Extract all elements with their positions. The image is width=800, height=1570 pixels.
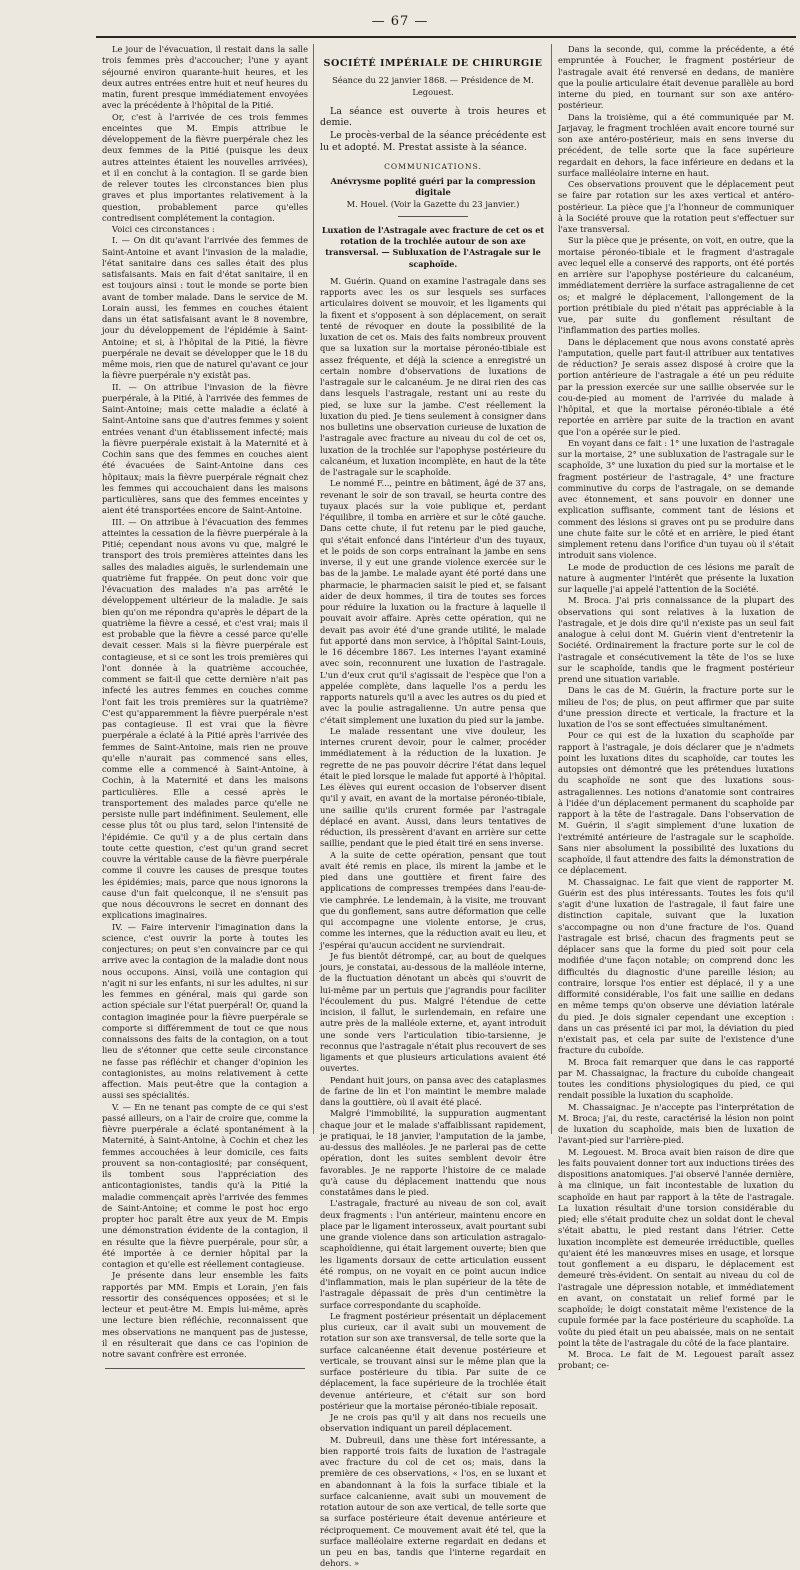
paragraph: Le mode de production de ces lésions me paraît de nature à augmenter l'intérêt que présente la luxation sur laquelle j'ai appelé l'attention de la Société. [558, 561, 794, 594]
paragraph: M. Chassaignac. Le fait que vient de rapporter M. Guérin est des plus intéressants. Toutes les fois qu'il s'agit d'une luxation de l'astragale, il faut faire une distinction capitale, suivant que la luxation s'accompagne ou non d'une fracture de l'os. Quand l'astragale est brisé, chacun des fragments peut se déplacer sans que la forme du pied soit pour cela modifiée d'une façon notable; on comprend donc les difficultés du diagnostic d'une pareille lésion; au contraire, lorsque l'os entier est déplacé, il y a une difformité considérable, l'os fait une saillie en dedans en même temps qu'on observe une déviation latérale du pied. Je dois signaler cependant une exception : dans un cas présenté ici par moi, la déviation du pied n'existait pas, et cela par suite de l'existence d'une fracture du cuboïde. [558, 876, 794, 1056]
luxation-heading: Luxation de l'Astragale avec fracture de cet os et rotation de la trochlée autour de son axe transversal. — Subluxation de l'Astragale sur le scaphoïde. [321, 224, 545, 269]
page-number: — 67 — [371, 14, 429, 29]
paragraph: Dans la seconde, qui, comme la précédente, a été empruntée à Foucher, le fragment postérieur de l'astragale avait été renversé en dedans, de manière que la poulie articulaire était devenue parallèle au bord interne du pied, en tournant sur son axe antéro-postérieur. [558, 44, 794, 111]
paragraph: En voyant dans ce fait : 1° une luxation de l'astragale sur la mortaise, 2° une subluxation de l'astragale sur le scaphoïde, 3° une luxation du pied sur la mortaise et le fragment postérieur de l'astragale, 4° une fracture comminutive du corps de l'astragale, on se demande avec étonnement, et sans pouvoir en donner une explication suffisante, comment tant de lésions et comment des lésions si graves ont pu se produire dans une chute faite sur le côté et en arrière, le pied étant simplement retenu dans l'orifice d'un tuyau où il s'était introduit sans violence. [558, 437, 794, 561]
paragraph: I. — On dit qu'avant l'arrivée des femmes de Saint-Antoine et avant l'invasion de la maladie, l'état sanitaire dans ces salles était des plus satisfaisants. Mais en fait d'état sanitaire, il en est toujours ainsi : tout le monde se porte bien avant de tomber malade. Dans le service de M. Lorain aussi, les femmes en couches étaient dans un état satisfaisant avant le 8 novembre, jour du développement de l'épidémie à Saint-Antoine; et si, à l'hôpital de la Pitié, la fièvre puerpérale ne devait se développer que le 18 du même mois, rien que de naturel qu'avant ce jour la fièvre puerpérale n'y existât pas. [102, 235, 308, 381]
divider-rule [398, 216, 468, 217]
paragraph: L'astragale, fracturé au niveau de son col, avait deux fragments : l'un antérieur, maintenu encore en place par le ligament interosseux, avait pourtant subi une grande violence dans son articulation astragalo-scaphoïdienne, qui était largement ouverte; bien que les ligaments dorsaux de cette articulation eussent été rompus, on ne voyait en ce point aucun indice d'inflammation, mais le plan supérieur de la tête de l'astragale dépassait de près d'un centimètre la surface correspondante du scaphoïde. [320, 1198, 546, 1310]
paragraph: M. Chassaignac. Je n'accepte pas l'interprétation de M. Broca; j'ai, du reste, caractérisé la lésion non point de luxation du scaphoïde, mais bien de luxation de l'avant-pied sur l'arrière-pied. [558, 1101, 794, 1146]
section-end-rule [105, 1368, 305, 1369]
paragraph: M. Legouest. M. Broca avait bien raison de dire que les faits pouvaient donner tort aux inductions tirées des dispositions anatomiques. J'ai observé l'année dernière, à ma clinique, un fait incontestable de luxation du scaphoïde en haut par rapport à la tête de l'astragale. La luxation résultait d'une torsion considérable du pied; elle s'était produite chez un soldat dont le cheval s'était abattu, le pied restant dans l'étrier. Cette luxation incomplète est demeurée irréductible, quelles qu'aient été les manœuvres mises en usage, et lorsque tout gonflement a eu disparu, le déplacement est demeuré très-évident. On sentait au niveau du col de l'astragale une dépression notable, et immédiatement en avant, on constatait un relief formé par le scaphoïde; le doigt constatait même l'existence de la cupule formée par la face postérieure du scaphoïde. La voûte du pied était un peu abaissée, mais on ne sentait point la tête de l'astragale du côté de la face plantaire. [558, 1146, 794, 1348]
paragraph: Je présente dans leur ensemble les faits rapportés par MM. Empis et Lorain, j'en fais ressortir des conséquences opposées; et si le lecteur et peut-être M. Empis lui-même, après une lecture bien réfléchie, reconnaissent que mes observations ne manquent pas de justesse, il en résulterait que dans ce cas l'opinion de notre savant confrère est erronée. [102, 1270, 308, 1359]
session-line: Séance du 22 janvier 1868. — Présidence de M. Legouest. [332, 75, 534, 97]
paragraph: Sur la pièce que je présente, on voit, en outre, que la mortaise péronéo-tibiale et le fragment d'astragale avec lequel elle a conservé des rapports, ont été portés en arrière sur l'apophyse postérieure du calcanéum, immédiatement derrière la surface astragalienne de cet os; et malgré le déplacement, l'allongement de la portion prétibiale du pied n'était pas appréciable à la vue, par suite du gonflement résultant de l'inflammation des parties molles. [558, 235, 794, 336]
paragraph: Je ne crois pas qu'il y ait dans nos recueils une observation indiquant un pareil déplacement. [320, 1412, 546, 1434]
paragraph: IV. — Faire intervenir l'imagination dans la science, c'est ouvrir la porte à toutes les conjectures; on peut s'en convaincre par ce qui arrive avec la contagion de la maladie dont nous nous occupons. Ainsi, voilà une contagion qui n'agit ni sur les enfants, ni sur les adultes, ni sur les femmes en général, mais qui garde son action spéciale sur l'état puerpéral! Or, quand la contagion imaginée pour la fièvre puerpérale se comporte si différemment de tout ce que nous connaissons des faits de la contagion, on a tout lieu de s'étonner que cette seule circonstance ne fasse pas réfléchir et changer d'opinion les contagionistes, au moins relativement à cette affection. Mais peut-être que la contagion a aussi ses spécialités. [102, 921, 308, 1101]
paragraph: Pour ce qui est de la luxation du scaphoïde par rapport à l'astragale, je dois déclarer que je n'admets point les luxations dites du scaphoïde, car toutes les autopsies ont démontré que les prétendues luxations du scaphoïde ne sont que des luxations sous-astragaliennes. Les notions d'anatomie sont contraires à l'idée d'un déplacement permanent du scaphoïde par rapport à la tête de l'astragale. Dans l'observation de M. Guérin, il s'agit simplement d'une luxation de l'extrémité antérieure de l'astragale sur le scaphoïde. Sans nier absolument la possibilité des luxations du scaphoïde, il faut attendre des faits la démonstration de ce déplacement. [558, 730, 794, 876]
column-1 [102, 44, 308, 1359]
aneurysm-heading: Anévrysme poplité guéri par la compression digitale [330, 176, 536, 198]
paragraph: Le jour de l'évacuation, il restait dans la salle trois femmes près d'accoucher; l'une y ayant séjourné environ quarante-huit heures, et les deux autres entrées entre huit et neuf heures du matin, furent presque immédiatement envoyées avec la précédente à l'hôpital de la Pitié. [102, 44, 308, 111]
paragraph: Dans le cas de M. Guérin, la fracture porte sur le milieu de l'os; de plus, on peut affirmer que par suite d'une pression directe et verticale, la fracture et la luxation de l'os se sont effectuées simultanément. [558, 685, 794, 729]
paragraph: M. Guérin. Quand on examine l'astragale dans ses rapports avec les os sur lesquels ses surfaces articulaires doivent se mouvoir, et les ligaments qui la fixent et s'opposent à son déplacement, on serait tenté de révoquer en doute la possibilité de la luxation de cet os. Mais des faits nombreux prouvent que sa luxation sur la mortaise péronéo-tibiale est assez fréquente, et déjà la science a enregistré un certain nombre d'observations de luxations de l'astragale sur le calcanéum. Je ne dirai rien des cas dans lesquels l'astragale, restant uni au reste du pied, se luxe sur la jambe. C'est réellement la luxation du pied. Je tiens seulement à consigner dans nos bulletins une observation curieuse de luxation de l'astragale avec fracture au niveau du col de cet os, luxation de la trochlée sur l'apophyse postérieure du calcanéum, et luxation incomplète, en haut de la tête de l'astragale sur le scaphoïde. [320, 275, 546, 477]
paragraph: Voici ces circonstances : [112, 224, 215, 234]
paragraph: Ces observations prouvent que le déplacement peut se faire par rotation sur les axes vertical et antéro-postérieur. La pièce que j'a l'honneur de communiquer à la Société prouve que la rotation peut s'effectuer sur l'axe transversal. [558, 179, 794, 234]
society-heading: SOCIÉTÉ IMPÉRIALE DE CHIRURGIE [323, 58, 543, 69]
paragraph: Le fragment postérieur présentait un déplacement plus curieux, car il avait subi un mouvement de rotation sur son axe transversal, de telle sorte que la surface calcanéenne était devenue postérieure et verticale, se trouvant ainsi sur le même plan que la surface postérieure du tibia. Par suite de ce déplacement, la face supérieure de la trochlée était devenue antérieure, et c'était sur son bord postérieur que la mortaise péronéo-tibiale reposait. [320, 1310, 546, 1411]
column-divider [313, 44, 314, 1134]
paragraph: M. Broca. Le fait de M. Legouest paraît assez probant; ce- [558, 1349, 794, 1371]
communications-heading: COMMUNICATIONS. [384, 161, 482, 171]
paragraph: Dans le déplacement que nous avons constaté après l'amputation, quelle part faut-il attribuer aux tentatives de réduction? Je serais assez disposé à croire que la portion antérieure de l'astragale a été un peu réduite par la pression exercée sur une saillie observée sur le cou-de-pied au moment de l'arrivée du malade à l'hôpital, et que la mortaise péronéo-tibiale a été reportée en arrière par suite de la traction en avant que l'on a opérée sur le pied. [558, 336, 794, 437]
paragraph: M. Broca. J'ai pris connaissance de la plupart des observations qui sont relatives à la luxation de l'astragale, et je dois dire qu'il n'existe pas un seul fait analogue à celui dont M. Guérin vient d'entretenir la Société. Ordinairement la fracture porte sur le col de l'astragale et consécutivement la tête de l'os se luxe sur le scaphoïde, tandis que le fragment postérieur prend une situation variable. [558, 595, 794, 684]
paragraph: III. — On attribue à l'évacuation des femmes atteintes la cessation de la fièvre puerpérale à la Pitié; cependant nous avons vu que, malgré le transport des trois premières atteintes dans les salles des maladies aiguës, le surlendemain une quatrième fut frappée. On peut donc voir que l'évacuation des malades n'a pas arrêté le développement ultérieur de la maladie. Je sais bien qu'on me répondra qu'après le départ de la quatrième la fièvre a cessé, et c'est vrai; mais il est probable que la fièvre a cessé parce qu'elle devait cesser. Mais si la fièvre puerpérale est contagieuse, et si ce sont les trois premières qui l'ont donnée à la quatrième accouchée, comment se fait-il que cette dernière n'ait pas infecté les autres femmes en couches comme l'ont fait les trois premières sur la quatrième? C'est qu'apparemment la fièvre puerpérale n'est pas contagieuse. Il est vrai que la fièvre puerpérale a éclaté à la Pitié après l'arrivée des femmes de Saint-Antoine, mais rien ne prouve qu'elle n'aurait pas commencé sans elles, comme elle a commencé à Saint-Antoine, à Cochin, à la Maternité et dans les maisons particulières. Elle a cessé après le transportement des malades parce qu'elle ne persiste nulle part indéfiniment. Seulement, elle cesse plus tôt ou plus tard, selon l'intensité de l'épidémie. Ce qu'il y a de plus certain dans toute cette question, c'est qu'un grand secret couvre la véritable cause de la fièvre puerpérale comme il couvre les causes de presque toutes les épidémies; mais, parce que nous ignorons la cause d'un fait quelconque, il ne s'ensuit pas que nous découvrons le secret en donnant des explications imaginaires. [102, 516, 308, 921]
paragraph: V. — En ne tenant pas compte de ce qui s'est passé ailleurs, on a l'air de croire que, comme la fièvre puerpérale a éclaté spontanément à la Maternité, à Saint-Antoine, à Cochin et chez les femmes accouchées à leur domicile, ces faits prouvent sa non-contagiosité; par conséquent, ils tombent sous l'appréciation des anticontagionistes, tandis qu'à la Pitié la maladie commençait après l'arrivée des femmes de Saint-Antoine; et comme le post hoc ergo propter hoc paraît être aux yeux de M. Empis une démonstration évidente de la contagion, il en résulte que la fièvre puerpérale, pour sûr, a été importée à ce dernier hôpital par la contagion et qu'elle est réellement contagieuse. [102, 1101, 308, 1269]
paragraph: Dans la troisième, qui a été communiquée par M. Jarjavay, le fragment trochléen avait encore tourné sur son axe antéro-postérieur, mais en sens inverse du précédent, de telle sorte que la face supérieure regardait en dehors, la face inférieure en dedans et la surface malléolaire interne en haut. [558, 111, 794, 178]
paragraph: M. Broca fait remarquer que dans le cas rapporté par M. Chassaignac, la fracture du cuboïde changeait toutes les conditions physiologiques du pied, ce qui rendait possible la luxation du scaphoïde. [558, 1056, 794, 1101]
paragraph: Or, c'est à l'arrivée de ces trois femmes enceintes que M. Empis attribue le développement de la fièvre puerpérale chez les deux femmes de la Pitié (puisque les deux autres atteintes étaient les nouvelles arrivées), et il en conclut à la contagion. Il se garde bien de relever toutes les circonstances bien plus graves et plus importantes relativement à la question, probablement parce qu'elles contredisent complétement la contagion. [102, 111, 308, 223]
paragraph: II. — On attribue l'invasion de la fièvre puerpérale, à la Pitié, à l'arrivée des femmes de Saint-Antoine; mais cette maladie a éclaté à Saint-Antoine sans que d'autres femmes y soient entrées venant d'un établissement infecté; mais la fièvre puerpérale existait à la Maternité et à Cochin sans que des femmes en couches aient été évacuées de Saint-Antoine dans ces hôpitaux; mais la fièvre puerpérale régnait chez les femmes qui accouchaient dans les maisons particulières, sans que des femmes enceintes y aient été transportées encore de Saint-Antoine. [102, 381, 308, 516]
paragraph: Le malade ressentant une vive douleur, les internes crurent devoir, pour le calmer, procéder immédiatement à la réduction de la luxation. Je regrette de ne pas pouvoir décrire l'état dans lequel était le pied lorsque le malade fut apporté à l'hôpital. Les élèves qui eurent occasion de l'observer disent qu'il y avait, en avant de la mortaise péronéo-tibiale, une saillie qu'ils crurent formée par l'astragale déplacé en avant. Aussi, dans leurs tentatives de réduction, ils pressèrent d'avant en arrière sur cette saillie, pendant que le pied était tiré en sens inverse. [320, 725, 546, 849]
paragraph: M. Dubreuil, dans une thèse fort intéressante, a bien rapporté trois faits de luxation de l'astragale avec fracture du col de cet os; mais, dans la première de ces observations, « l'os, en se luxant et en abandonnant à la fois la surface tibiale et la surface calcanienne, avait subi un mouvement de rotation autour de son axe vertical, de telle sorte que sa surface postérieure était devenue antérieure et réciproquement. Ce mouvement avait été tel, que la surface malléolaire externe regardait en dedans et un peu en bas, tandis que l'interne regardait en dehors. » [320, 1434, 546, 1569]
paragraph: Pendant huit jours, on pansa avec des cataplasmes de farine de lin et l'on maintint le membre malade dans la gouttière, où il avait été placé. [320, 1074, 546, 1107]
paragraph: Le procès-verbal de la séance précédente est lu et adopté. M. Prestat assiste à la séance. [320, 130, 546, 153]
header-rule [96, 36, 796, 38]
paragraph: Malgré l'immobilité, la suppuration augmentant chaque jour et le malade s'affaiblissant rapidement, je pratiquai, le 18 janvier, l'amputation de la jambe, au-dessus des malléoles. Je ne parlerai pas de cette opération, dont les suites semblent devoir être favorables. Je ne rapporte l'histoire de ce malade qu'à cause du déplacement inattendu que nous constatâmes dans le pied. [320, 1108, 546, 1197]
column-3 [558, 44, 794, 1371]
paragraph: Le nommé F..., peintre en bâtiment, âgé de 37 ans, revenant le soir de son travail, se heurta contre des tuyaux placés sur la voie publique et, perdant l'équilibre, il tomba en arrière et sur le côté gauche. Dans cette chute, il fut retenu par le pied gauche, qui s'était enfoncé dans l'intérieur d'un des tuyaux, et le poids de son corps entraînant la jambe en sens inverse, il y eut une grande violence exercée sur le bas de la jambe. Le malade ayant été porté dans une pharmacie, le pharmacien saisit le pied et, se faisant aider de deux hommes, il tira de toutes ses forces pour réduire la luxation ou la fracture à laquelle il pouvait avoir affaire. Après cette opération, qui ne devait pas avoir été d'une grande utilité, le malade fut apporté dans mon service, à l'hôpital Saint-Louis, le 16 décembre 1867. Les internes l'ayant examiné avec soin, reconnurent une luxation de l'astragale. L'un d'eux crut qu'il s'agissait de l'espèce que l'on a appelée complète, dans laquelle l'os a perdu les rapports naturels qu'il a avec les autres os du pied et avec la poulie astragalienne. Un autre pensa que c'était simplement une luxation du pied sur la jambe. [320, 478, 546, 725]
paragraph: A la suite de cette opération, pensant que tout avait été remis en place, ils mirent la jambe et le pied dans une gouttière et firent faire des applications de compresses trempées dans l'eau-de-vie camphrée. Le lendemain, à la visite, me trouvant que du gonflement, sans autre déformation que celle qui accompagne une violente entorse, je crus, comme les internes, que la réduction avait eu lieu, et j'espérai qu'aucun accident ne surviendrait. [320, 849, 546, 950]
paragraph: Je fus bientôt détrompé, car, au bout de quelques jours, je constatai, au-dessous de la malléole interne, de la fluctuation dénotant un abcès qui s'ouvrit de lui-même par un pertuis que j'agrandis pour faciliter l'écoulement du pus. Malgré l'étendue de cette incision, il fallut, le surlendemain, en refaire une autre près de la malléole externe, et, ayant introduit une sonde vers l'articulation tibio-tarsienne, je reconnus que l'astragale n'était plus recouvert de ses ligaments et que plusieurs articulations avaient été ouvertes. [320, 950, 546, 1074]
column-2 [320, 44, 546, 1569]
aneurysm-reference: M. Houel. (Voir la Gazette du 23 janvier.) [346, 198, 520, 209]
paragraph: La séance est ouverte à trois heures et demie. [320, 105, 546, 128]
column-divider [551, 44, 552, 1134]
